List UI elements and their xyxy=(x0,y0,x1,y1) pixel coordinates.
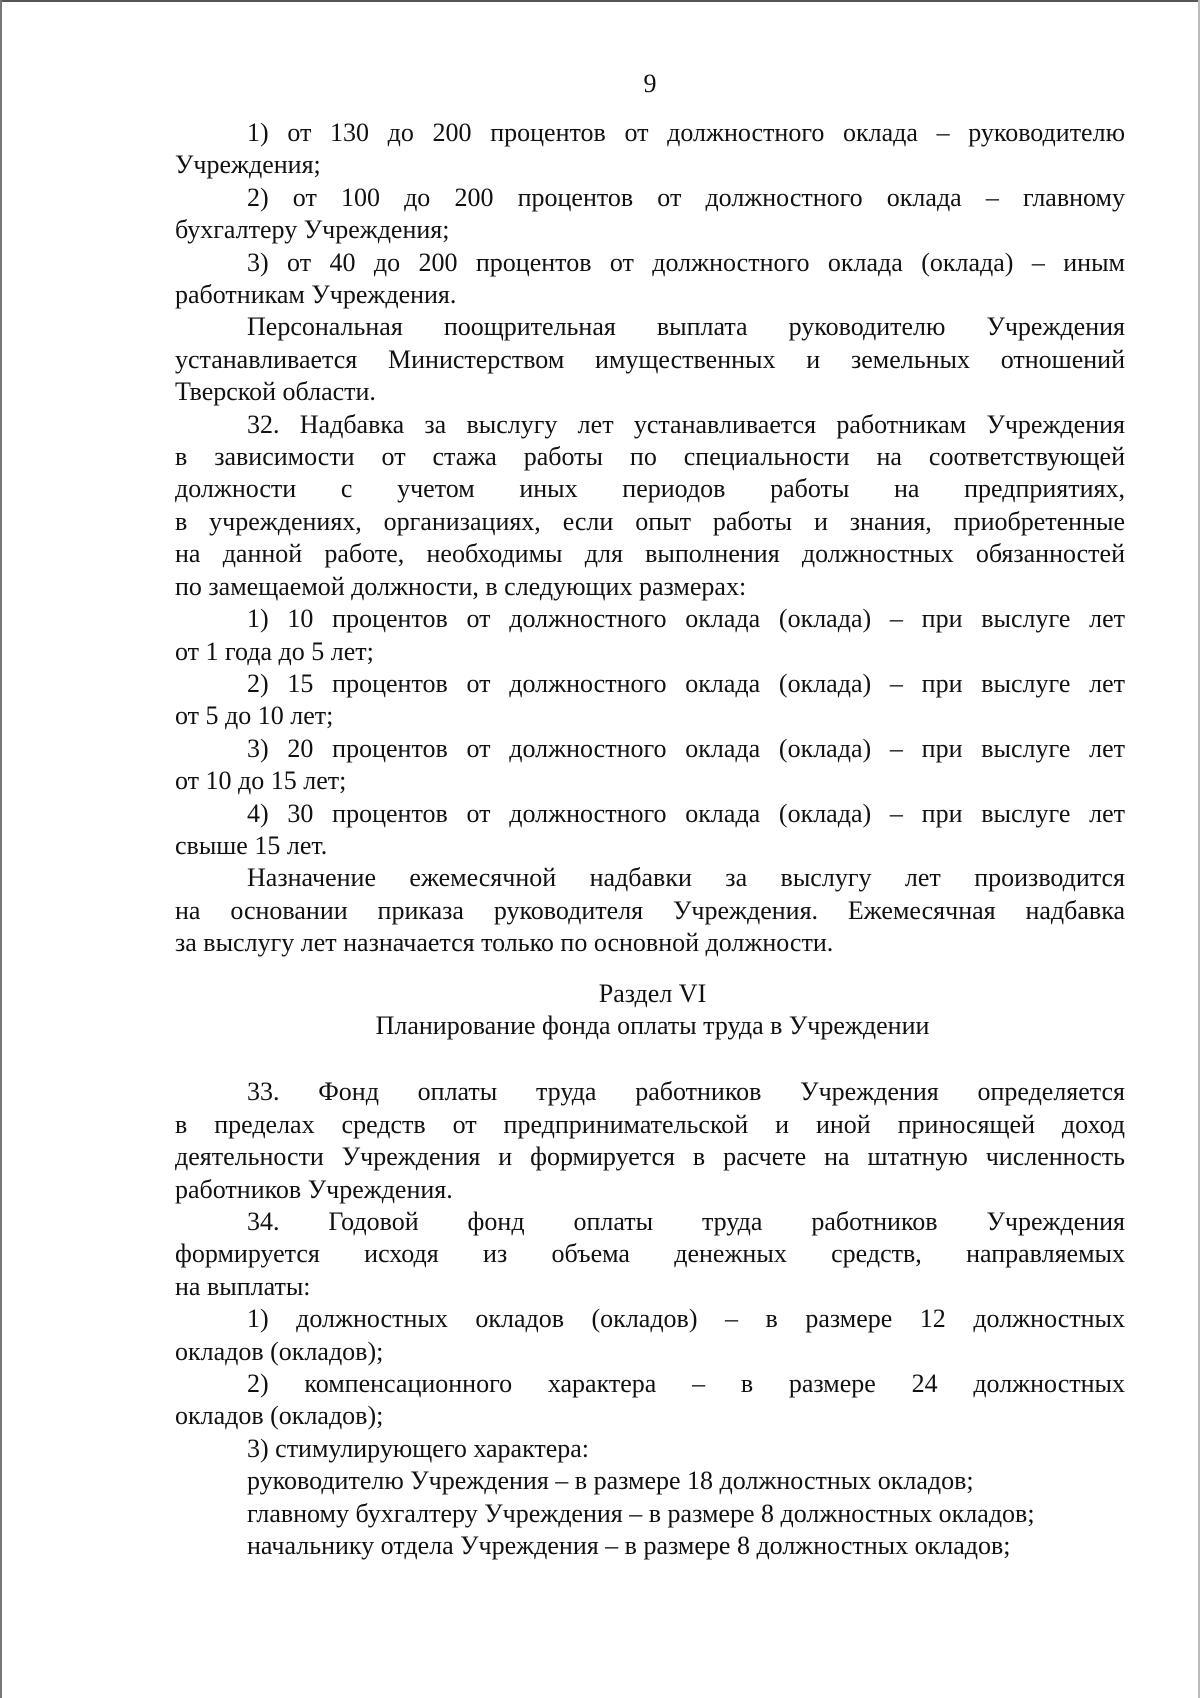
text-line: 2) 15 процентов от должностного оклада (оклада) – при выслуге лет xyxy=(247,668,1125,698)
text-line: работников Учреждения. xyxy=(175,1174,453,1204)
text-line: на основании приказа руководителя Учреждения. Ежемесячная надбавка xyxy=(175,895,1125,925)
scan-edge-top xyxy=(0,0,1200,2)
text-line: от 5 до 10 лет; xyxy=(175,701,334,731)
text-line: руководителю Учреждения – в размере 18 должностных окладов; xyxy=(247,1466,974,1496)
text-line: 34. Годовой фонд оплаты труда работников Учреждения xyxy=(247,1207,1125,1236)
text-line: должности с учетом иных периодов работы на предприятиях, xyxy=(175,474,1125,504)
text-line: 3) 20 процентов от должностного оклада (оклада) – при выслуге лет xyxy=(247,733,1125,763)
text-line: формируется исходя из объема денежных средств, направляемых xyxy=(175,1239,1125,1269)
text-line: Персональная поощрительная выплата руководителю Учреждения xyxy=(247,312,1125,342)
document-body xyxy=(175,117,1125,1562)
text-line: окладов (окладов); xyxy=(175,1401,384,1431)
text-line: за выслугу лет назначается только по основной должности. xyxy=(175,928,834,958)
text-line: деятельности Учреждения и формируется в расчете на штатную численность xyxy=(175,1142,1125,1172)
text-line: на данной работе, необходимы для выполнения должностных обязанностей xyxy=(175,539,1125,569)
text-line: от 1 года до 5 лет; xyxy=(175,636,374,666)
text-line: 3) стимулирующего характера: xyxy=(247,1433,590,1463)
text-line: в пределах средств от предпринимательской и иной приносящей доход xyxy=(175,1109,1125,1139)
text-line: Учреждения; xyxy=(175,150,321,180)
text-line: 2) компенсационного характера – в размере 24 должностных xyxy=(247,1369,1125,1399)
text-line: на выплаты: xyxy=(175,1271,311,1301)
text-line: Тверской области. xyxy=(175,377,376,407)
scan-edge-left xyxy=(0,0,2,1698)
text-line: по замещаемой должности, в следующих размерах: xyxy=(175,571,747,601)
text-line: в зависимости от стажа работы по специальности на соответствующей xyxy=(175,442,1125,472)
text-line: свыше 15 лет. xyxy=(175,830,328,860)
text-line: устанавливается Министерством имущественных и земельных отношений xyxy=(175,344,1125,374)
text-line: 33. Фонд оплаты труда работников Учреждения определяется xyxy=(247,1077,1125,1107)
text-line: главному бухгалтеру Учреждения – в размере 8 должностных окладов; xyxy=(247,1498,1035,1528)
text-line: 3) от 40 до 200 процентов от должностного оклада (оклада) – иным xyxy=(247,247,1125,277)
text-line: 4) 30 процентов от должностного оклада (оклада) – при выслуге лет xyxy=(247,798,1125,828)
section-number: Раздел VI xyxy=(598,978,707,1008)
text-line: 1) от 130 до 200 процентов от должностного оклада – руководителю xyxy=(247,118,1125,147)
text-line: бухгалтеру Учреждения; xyxy=(175,215,450,245)
text-line: 1) 10 процентов от должностного оклада (оклада) – при выслуге лет xyxy=(247,604,1125,634)
text-line: окладов (окладов); xyxy=(175,1336,384,1366)
text-line: работникам Учреждения. xyxy=(175,280,457,310)
text-line: 1) должностных окладов (окладов) – в размере 12 должностных xyxy=(247,1304,1125,1334)
text-line: в учреждениях, организациях, если опыт работы и знания, приобретенные xyxy=(175,506,1125,536)
text-line: 2) от 100 до 200 процентов от должностного оклада – главному xyxy=(247,182,1125,212)
text-line: начальнику отдела Учреждения – в размере 8 должностных окладов; xyxy=(247,1531,1011,1561)
page-number: 9 xyxy=(643,69,657,98)
text-line: Назначение ежемесячной надбавки за выслугу лет производится xyxy=(247,863,1125,893)
section-heading: Планирование фонда оплаты труда в Учреждении xyxy=(375,1010,930,1040)
text-line: 32. Надбавка за выслугу лет устанавливается работникам Учреждения xyxy=(247,409,1125,439)
text-line: от 10 до 15 лет; xyxy=(175,766,347,796)
